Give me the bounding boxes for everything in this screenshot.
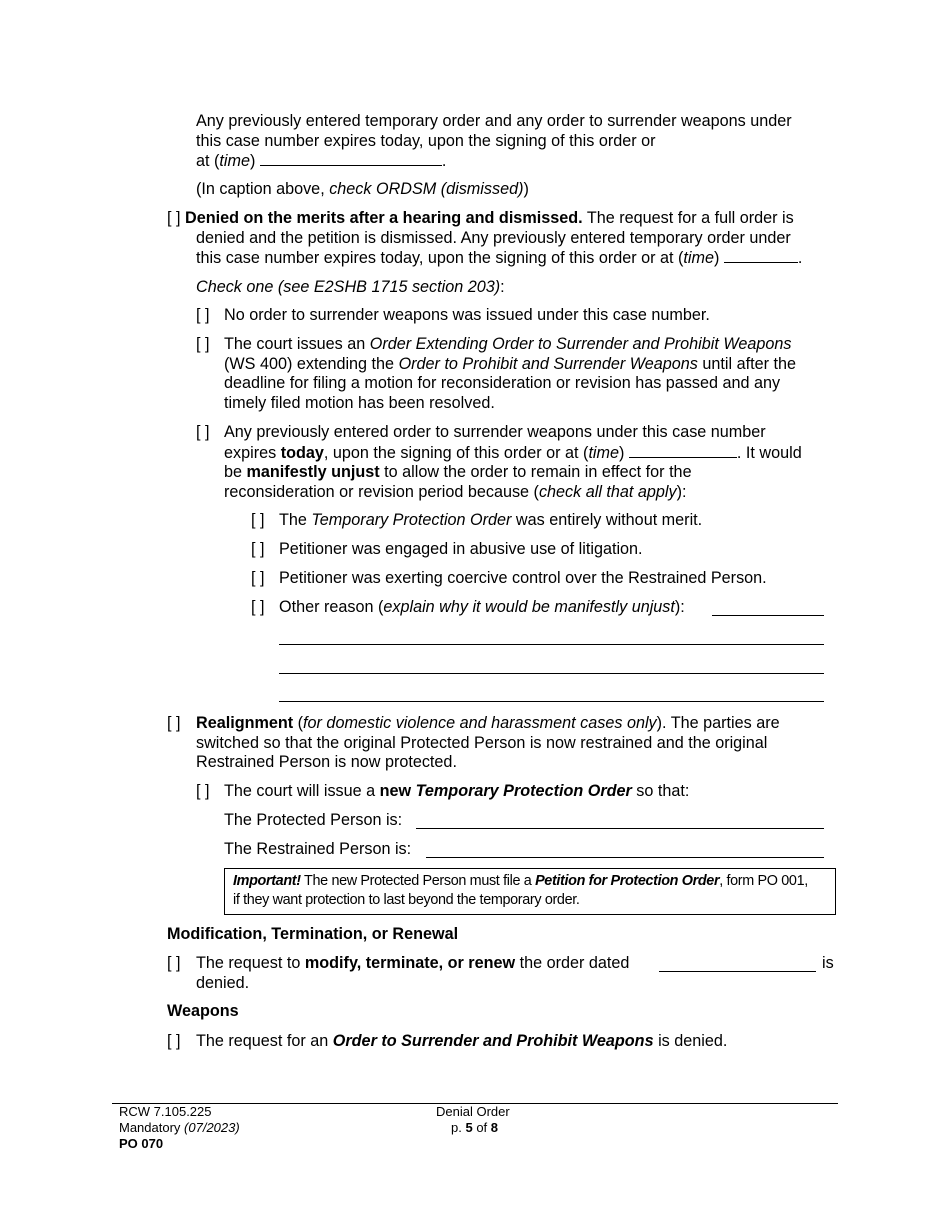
checkbox-realignment[interactable]: [ ] [167,714,181,732]
restrained-person-field[interactable] [426,857,824,858]
checkbox-modify[interactable]: [ ] [167,954,181,972]
caption-note: (In caption above, check ORDSM (dismissed)) [196,180,529,198]
option-no-order: [ ] No order to surrender weapons was issued under this case number. [196,306,710,324]
protected-person-field[interactable] [416,828,824,829]
footer-center: Denial Order p. 5 of 8 [436,1104,510,1135]
reason-abusive-litigation: [ ] Petitioner was engaged in abusive use of litigation. [251,540,643,558]
checkbox-new-tpo[interactable]: [ ] [196,782,210,800]
protected-person-label: The Protected Person is: [224,811,403,829]
denied-merits-section: [ ] Denied on the merits after a hearing and dismissed. The request for a full order is denied and the petition is dismissed. Any previously entered temporary order under this case number expires today, upon the signing of this order or at (time) . [167,209,803,268]
order-date-field[interactable] [659,971,816,972]
modification-option: [ ] The request to modify, terminate, or renew the order dated denied. [167,954,630,992]
modification-is: is [822,954,834,972]
checkbox-coercive-control[interactable]: [ ] [251,569,265,587]
other-reason-line[interactable] [279,673,824,674]
modification-heading: Modification, Termination, or Renewal [167,925,459,943]
option-expires-today: [ ] Any previously entered order to surrender weapons under this case number expires today, upon the signing of this order or at (time) . It would be manifestly unjust to allow the order to remain in effect for the reconsideration or revision period because (check all that apply): [196,423,802,501]
restrained-person-label: The Restrained Person is: [224,840,412,858]
realignment-section: [ ] Realignment (for domestic violence and harassment cases only). The parties are switched so that the original Protected Person is now restrained and the original Restrained Person is now protected. [167,714,780,772]
weapons-heading: Weapons [167,1002,239,1020]
weapons-option: [ ] The request for an Order to Surrender and Prohibit Weapons is denied. [167,1032,728,1050]
time-field[interactable] [260,151,442,166]
footer-left: RCW 7.105.225 Mandatory (07/2023) PO 070 [119,1104,240,1151]
time-field[interactable] [724,248,798,263]
checkbox-weapons[interactable]: [ ] [167,1032,181,1050]
checkbox-other-reason[interactable]: [ ] [251,598,265,616]
checkbox-expires-today[interactable]: [ ] [196,423,210,441]
other-reason-line[interactable] [712,615,824,616]
reason-other: [ ] Other reason (explain why it would be manifestly unjust): [251,598,685,616]
checkbox-denied-merits[interactable]: [ ] [167,209,181,227]
expiry-paragraph: Any previously entered temporary order and any order to surrender weapons under this case number expires today, upon the signing of this order or at (time) . [196,112,792,171]
important-notice: Important! The new Protected Person must file a Petition for Protection Order, form PO 001, if they want protection to last beyond the temporary order. [224,868,836,915]
option-extending-order: [ ] The court issues an Order Extending Order to Surrender and Prohibit Weapons (WS 400) extending the Order to Prohibit and Surrender Weapons until after the deadline for filing a motion for reconsideration or revision has passed and any timely filed motion has been resolved. [196,335,796,412]
new-tpo-option: [ ] The court will issue a new Temporary Protection Order so that: [196,782,690,800]
other-reason-line[interactable] [279,701,824,702]
reason-without-merit: [ ] The Temporary Protection Order was entirely without merit. [251,511,703,529]
reason-coercive-control: [ ] Petitioner was exerting coercive control over the Restrained Person. [251,569,767,587]
checkbox-without-merit[interactable]: [ ] [251,511,265,529]
other-reason-line[interactable] [279,644,824,645]
checkbox-abusive-litigation[interactable]: [ ] [251,540,265,558]
checkbox-extending-order[interactable]: [ ] [196,335,210,353]
check-one-label: Check one (see E2SHB 1715 section 203): [196,278,505,296]
time-field[interactable] [629,443,737,458]
checkbox-no-order[interactable]: [ ] [196,306,210,324]
